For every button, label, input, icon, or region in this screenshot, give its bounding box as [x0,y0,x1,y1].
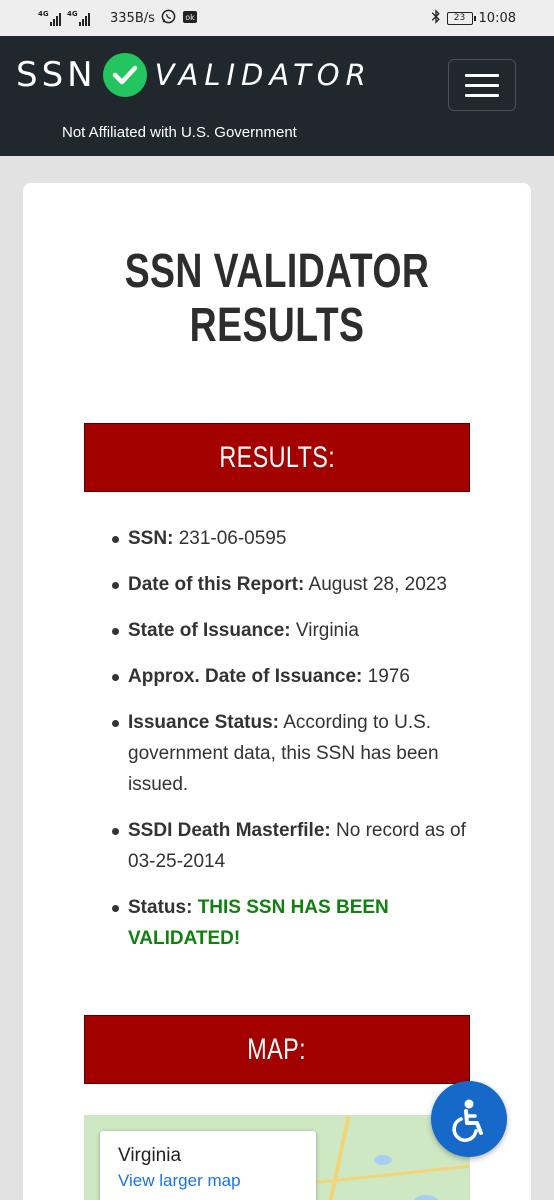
result-value: August 28, 2023 [308,574,447,595]
result-label: Date of this Report: [128,574,305,595]
map-place-name: Virginia [118,1145,182,1166]
network-speed: 335B/s [110,11,155,26]
view-larger-map-link[interactable]: View larger map [118,1171,241,1190]
result-label: State of Issuance: [128,620,291,641]
embedded-map[interactable] [84,1115,470,1200]
result-value: According to U.S. government data, this SSN has been issued. [128,712,439,795]
logo-text-validator: VALIDATOR [154,58,372,92]
result-value: 1976 [367,666,410,687]
result-value: Virginia [295,620,359,641]
result-item-report-date [128,569,488,600]
result-label: Approx. Date of Issuance: [128,666,363,687]
map-heading-banner [84,1015,470,1084]
result-item-ssn [128,523,488,554]
results-heading-banner [84,423,470,492]
signal-icon [38,9,61,26]
logo-text-ssn: SSN [16,55,97,95]
result-label: SSN: [128,528,174,549]
svg-text:ok: ok [185,12,195,22]
accessibility-button[interactable] [431,1081,507,1157]
results-heading: RESULTS: [219,440,335,474]
site-header [0,36,554,156]
result-item-status [128,892,488,954]
status-bar [0,0,554,36]
result-label: SSDI Death Masterfile: [128,820,331,841]
result-value: No record as of 03-25-2014 [128,820,466,872]
result-item-ssdi [128,815,488,877]
results-list [128,523,488,969]
check-icon [103,53,147,97]
result-item-issuance-status [128,707,488,800]
result-value: 231-06-0595 [178,528,287,549]
page-title-line1: SSN VALIDATOR [124,245,430,298]
results-card [23,183,531,1200]
result-label: Status: [128,897,193,918]
map-water [374,1155,392,1165]
result-label: Issuance Status: [128,712,279,733]
map-info-card [100,1131,316,1200]
map-water [414,1195,438,1200]
clock: 10:08 [478,11,516,26]
map-heading: MAP: [247,1032,307,1066]
hamburger-menu-button[interactable] [448,59,516,111]
site-logo[interactable] [16,52,372,98]
page-title [79,245,475,353]
page-title-line2: RESULTS [189,299,365,352]
network-type-label: 4G [38,9,49,18]
menu-icon-bar [465,84,499,87]
network-type-label: 4G [67,9,78,18]
validated-status: THIS SSN HAS BEEN VALIDATED! [128,897,389,949]
notification-icon [182,10,198,28]
result-item-state [128,615,488,646]
menu-icon-bar [465,94,499,97]
wheelchair-icon [445,1095,493,1143]
battery-icon: 23 [447,12,473,25]
result-item-issuance-date [128,661,488,692]
map-road [322,1116,351,1200]
whatsapp-icon [161,9,176,28]
bluetooth-icon [431,9,441,28]
menu-icon-bar [465,74,499,77]
header-tagline: Not Affiliated with U.S. Government [62,124,297,141]
signal-icon [67,9,90,26]
